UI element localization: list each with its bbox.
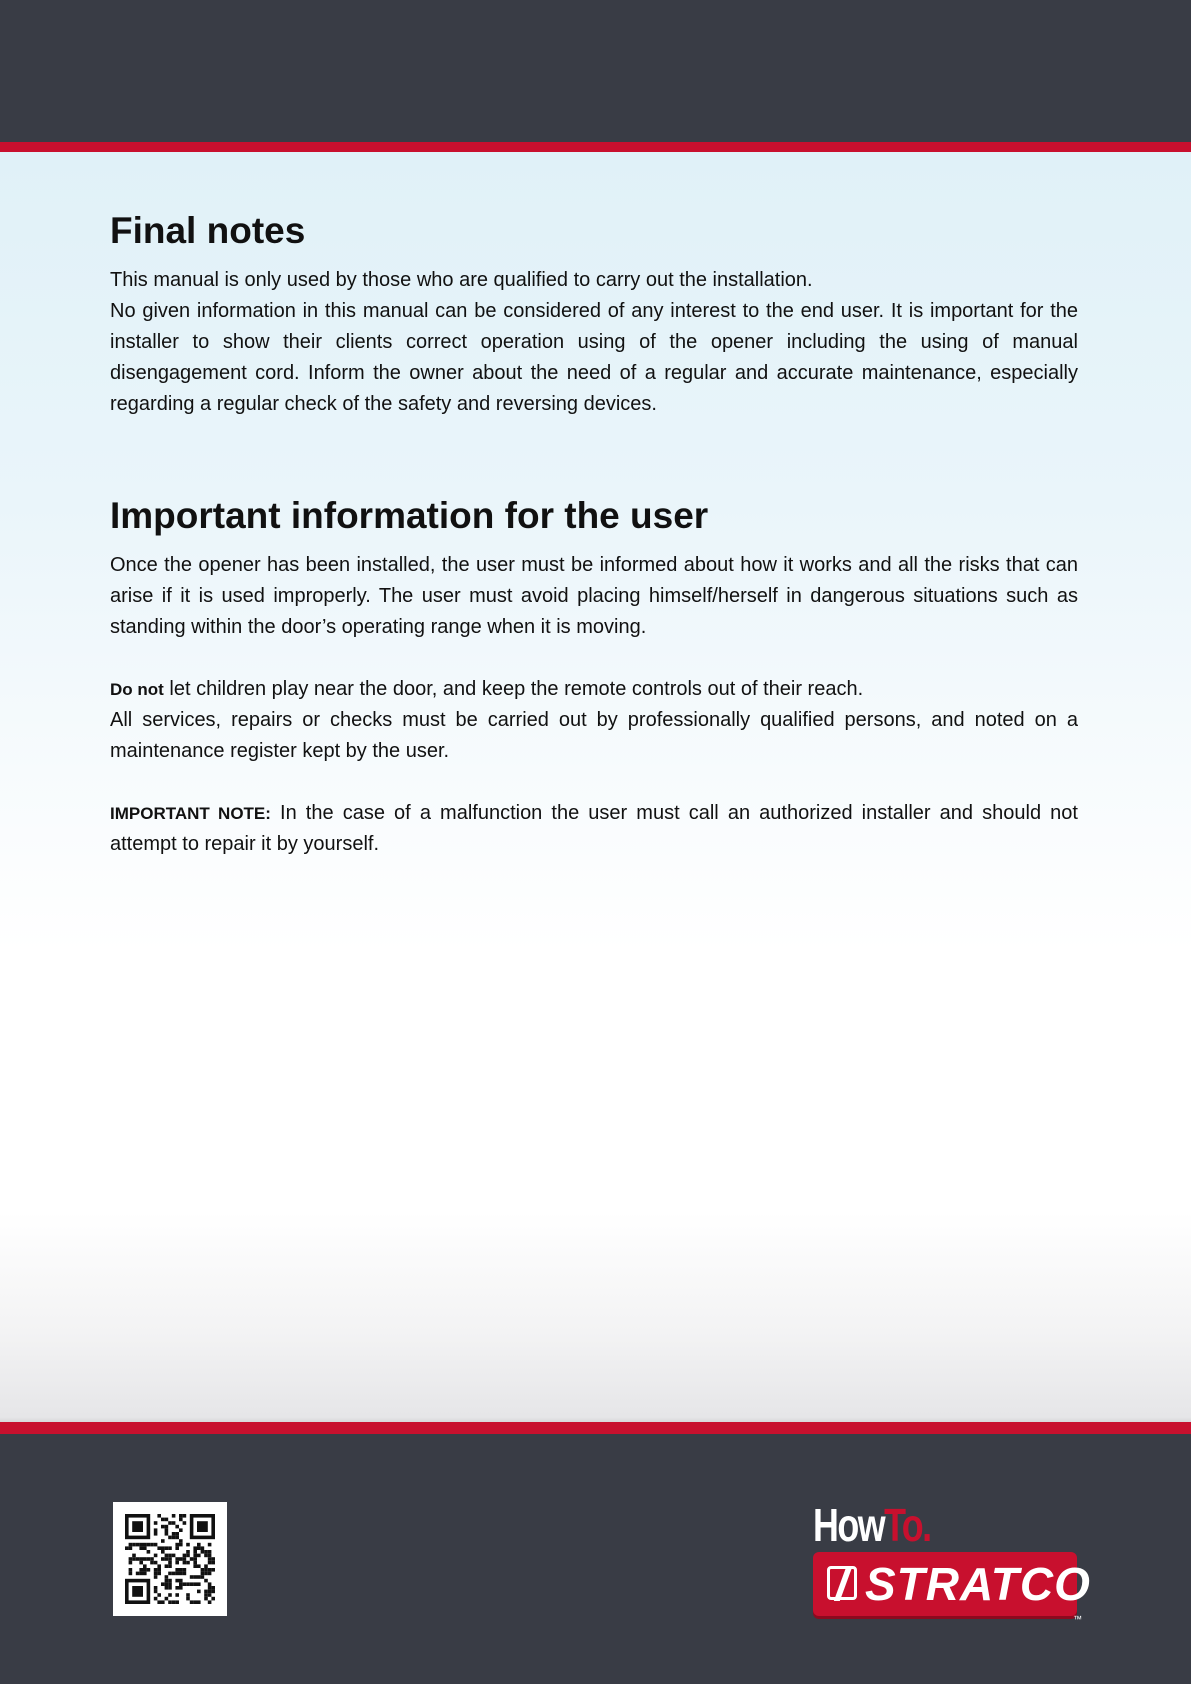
howto-logo-text: HowTo.	[813, 1499, 931, 1551]
stratco-brand-text: STRATCO	[865, 1558, 1091, 1610]
header-red-stripe	[0, 142, 1191, 152]
final-notes-paragraph-1: This manual is only used by those who are qualified to carry out the installation.	[110, 269, 813, 291]
final-notes-paragraph-2: No given information in this manual can be considered of any interest to the end user. It is important for the installer to show their clients correct operation using of the opener including the using of manual disengagement cord. Inform the owner about the need of a regular and accurate maintenance, especially regarding a regular check of the safety and reversing devices.	[110, 300, 1078, 415]
user-info-intro: Once the opener has been installed, the user must be informed about how it works and all the risks that can arise if it is used improperly. The user must avoid placing himself/herself in dangerous situations such as standing within the door’s operating range when it is moving.	[110, 554, 1078, 638]
important-note-paragraph	[110, 798, 1078, 860]
stratco-emblem-icon	[827, 1566, 857, 1600]
important-note-text: In the case of a malfunction the user must call an authorized installer and should not attempt to repair it by yourself.	[110, 802, 1078, 855]
user-info-heading: Important information for the user	[110, 495, 709, 536]
do-not-label: Do not	[110, 680, 164, 699]
important-note-label: IMPORTANT NOTE:	[110, 804, 271, 823]
final-notes-heading: Final notes	[110, 210, 306, 251]
footer-red-stripe	[0, 1422, 1191, 1434]
final-notes-section	[110, 205, 1078, 420]
stratco-logo-box	[813, 1552, 1091, 1616]
content-area	[110, 205, 1078, 860]
user-info-section	[110, 490, 1078, 860]
do-not-paragraph	[110, 674, 1078, 705]
do-not-text: let children play near the door, and keep the remote controls out of their reach.	[163, 678, 864, 700]
qr-code-icon	[113, 1502, 227, 1616]
header-band	[0, 0, 1191, 142]
trademark-symbol: ™	[1073, 1614, 1082, 1624]
howto-stratco-logo	[813, 1499, 1091, 1624]
services-paragraph: All services, repairs or checks must be carried out by professionally qualified persons, and noted on a maintenance register kept by the user.	[110, 709, 1078, 762]
